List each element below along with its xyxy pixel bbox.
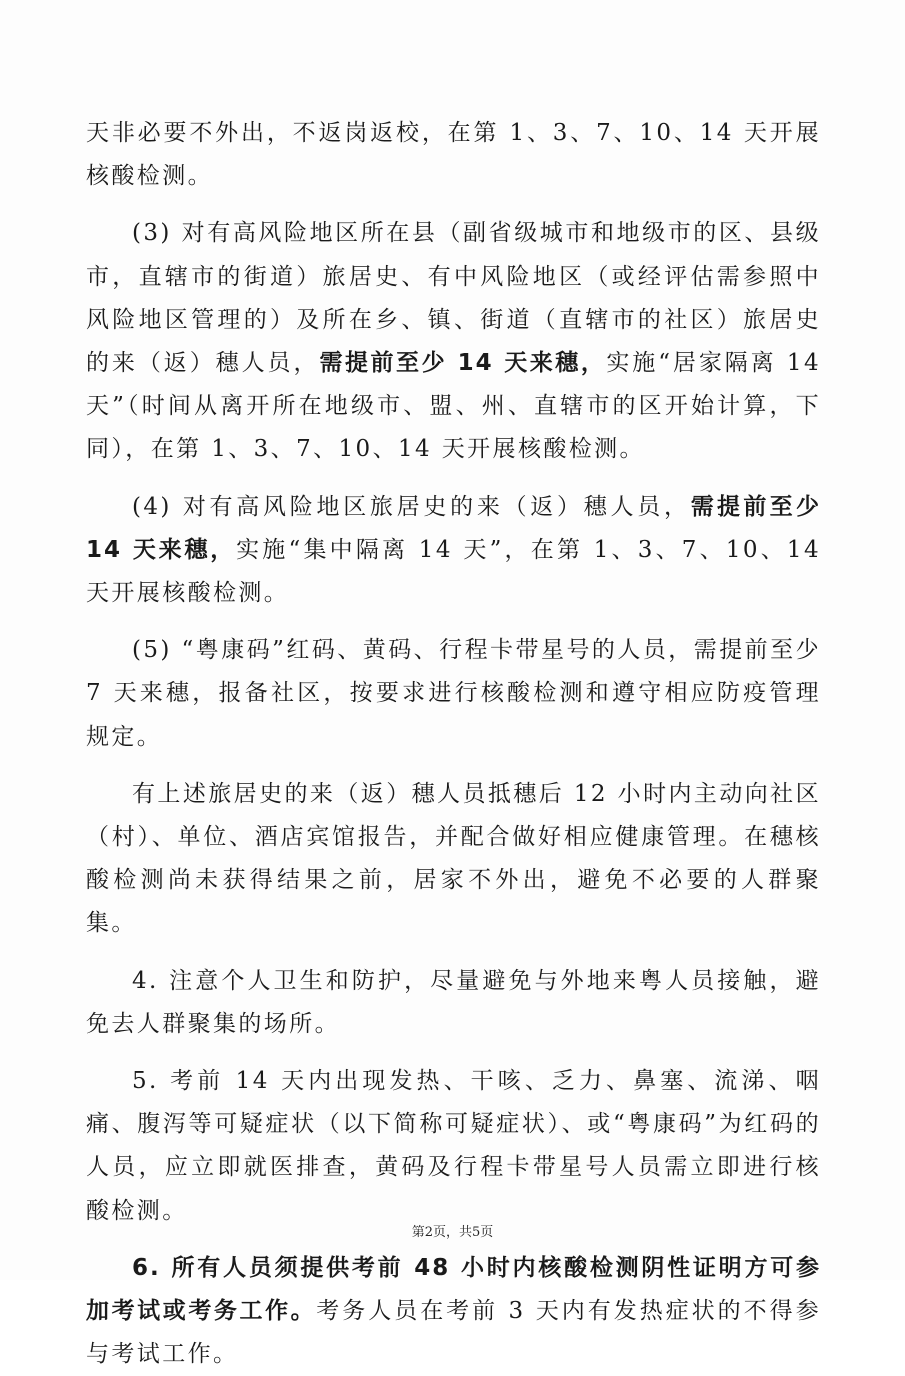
paragraph-text: 5. 考前 14 天内出现发热、干咳、乏力、鼻塞、流涕、咽痛、腹泻等可疑症状（以下简称可疑症状）、或“粤康码”为红码的人员，应立即就医排查，黄码及行程卡带星号人员需立即进行核酸检测。 bbox=[86, 1068, 821, 1224]
body-paragraph bbox=[86, 1060, 821, 1233]
document-body bbox=[86, 112, 821, 1376]
body-paragraph bbox=[86, 212, 821, 471]
paragraph-text: 实施“集中隔离 14 天”，在第 1、3、7、10、14 天开展核酸检测。 bbox=[86, 536, 821, 607]
body-paragraph bbox=[86, 1247, 821, 1376]
paragraph-text: (5) “粤康码”红码、黄码、行程卡带星号的人员，需提前至少 7 天来穗，报备社区，按要求进行核酸检测和遵守相应防疫管理规定。 bbox=[86, 637, 821, 750]
body-paragraph bbox=[86, 773, 821, 946]
paragraph-text: 天非必要不外出，不返岗返校，在第 1、3、7、10、14 天开展核酸检测。 bbox=[86, 120, 821, 190]
page-number-footer: 第2页，共5页 bbox=[411, 1225, 494, 1240]
emphasized-text: 需提前至少 14 天来穗， bbox=[319, 350, 607, 377]
body-paragraph bbox=[86, 112, 821, 198]
paragraph-text: 实施“居家隔离 14 天”（时间从离开所在地级市、盟、州、直辖市的区开始计算，下同），在第 1、3、7、10、14 天开展核酸检测。 bbox=[86, 350, 821, 463]
body-paragraph bbox=[86, 486, 821, 616]
emphasized-text: 需提前至少 14 天来穗， bbox=[86, 493, 822, 563]
body-paragraph bbox=[86, 960, 821, 1046]
paragraph-text: (3) 对有高风险地区所在县（副省级城市和地级市的区、县级市，直辖市的街道）旅居史、有中风险地区（或经评估需参照中风险地区管理的）及所在乡、镇、街道（直辖市的社区）旅居史的来（返）穗人员， bbox=[86, 220, 821, 377]
paragraph-text: 有上述旅居史的来（返）穗人员抵穗后 12 小时内主动向社区（村）、单位、酒店宾馆报告，并配合做好相应健康管理。在穗核酸检测尚未获得结果之前，居家不外出，避免不必要的人群聚集。 bbox=[86, 780, 821, 937]
emphasized-text: 6. 所有人员须提供考前 48 小时内核酸检测阴性证明方可参加考试或考务工作。 bbox=[86, 1254, 821, 1325]
paragraph-text: 4. 注意个人卫生和防护，尽量避免与外地来粤人员接触，避免去人群聚集的场所。 bbox=[86, 967, 821, 1037]
paragraph-text: (4) 对有高风险地区旅居史的来（返）穗人员， bbox=[132, 493, 691, 520]
body-paragraph bbox=[86, 629, 821, 759]
paragraph-text: 考务人员在考前 3 天内有发热症状的不得参与考试工作。 bbox=[86, 1298, 822, 1368]
